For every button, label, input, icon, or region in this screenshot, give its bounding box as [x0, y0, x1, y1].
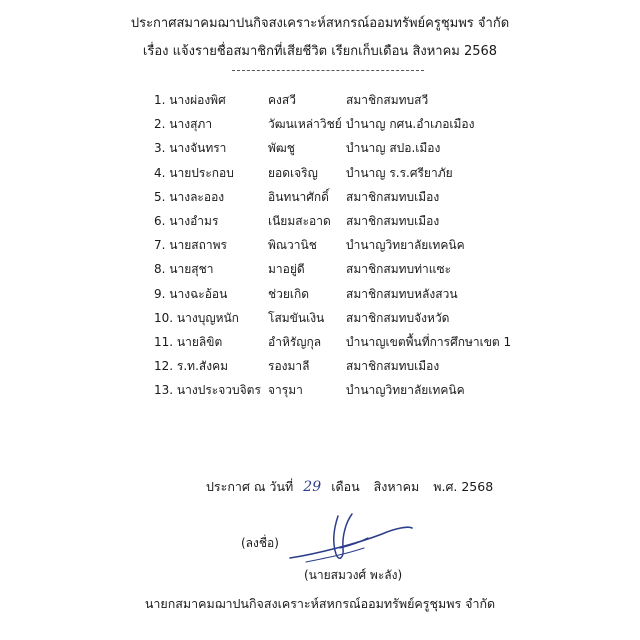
member-given-name: ร.ท.สังคม	[176, 359, 229, 374]
member-given-name: นางอำมร	[169, 213, 219, 228]
member-number: 10.	[154, 310, 174, 325]
member-number: 9.	[154, 286, 166, 301]
member-given-name: นางจันทรา	[169, 141, 227, 156]
member-last-name: รองมาลี	[268, 359, 310, 374]
handwritten-signature	[286, 508, 416, 572]
member-status: สมาชิกสมทบเมือง	[346, 189, 440, 204]
member-row	[0, 213, 640, 237]
member-first-name	[154, 382, 261, 398]
member-first-name	[154, 165, 234, 181]
member-first-name	[154, 92, 226, 108]
member-number: 13.	[154, 383, 174, 398]
announce-month: สิงหาคม	[373, 479, 420, 494]
member-first-name	[154, 310, 239, 326]
member-number: 3.	[154, 141, 166, 156]
member-number: 4.	[154, 165, 166, 180]
member-given-name: นางผ่องพิศ	[169, 93, 226, 107]
member-given-name: นายลิขิต	[176, 334, 223, 349]
member-number: 6.	[154, 213, 166, 228]
member-given-name: นายสถาพร	[169, 238, 227, 253]
member-status: สมาชิกสมทบสวี	[346, 93, 429, 107]
member-number: 12.	[154, 359, 174, 374]
member-given-name: นายประกอบ	[169, 165, 234, 180]
member-last-name: อินทนาศักดิ์	[268, 189, 329, 204]
member-first-name	[154, 261, 213, 277]
member-number: 1.	[154, 93, 166, 107]
member-status: บำนาญ สปอ.เมือง	[346, 141, 441, 156]
member-number: 11.	[154, 334, 174, 349]
member-last-name: ยอดเจริญ	[268, 165, 318, 180]
announce-year-label: พ.ศ.	[433, 479, 458, 494]
member-last-name: โสมขันเงิน	[268, 310, 325, 325]
member-status: บำนาญวิทยาลัยเทคนิค	[346, 383, 465, 398]
member-given-name: นางประจวบจิตร	[176, 383, 261, 398]
document-subject: เรื่อง แจ้งรายชื่อสมาชิกที่เสียชีวิต เรียกเก็บเดือน สิงหาคม 2568	[142, 44, 498, 59]
member-row	[0, 189, 640, 213]
member-status: บำนาญวิทยาลัยเทคนิค	[346, 238, 465, 253]
member-given-name: นางฉะอ้อน	[169, 286, 228, 301]
header-divider	[232, 70, 424, 71]
member-status: บำนาญเขตพื้นที่การศึกษาเขต 1	[346, 334, 512, 349]
member-row	[0, 286, 640, 310]
member-last-name: จารุมา	[268, 383, 303, 398]
member-last-name: พัฒชู	[268, 141, 295, 156]
member-number: 2.	[154, 117, 166, 132]
member-first-name	[154, 116, 212, 132]
member-row	[0, 261, 640, 285]
member-status: บำนาญ ร.ร.ศรียาภัย	[346, 165, 453, 180]
member-status: สมาชิกสมทบเมือง	[346, 213, 440, 228]
member-row	[0, 310, 640, 334]
document-header	[0, 14, 640, 62]
sign-label: (ลงชื่อ)	[241, 536, 279, 550]
member-first-name	[154, 334, 222, 350]
member-given-name: นายสุชา	[169, 262, 214, 277]
member-row	[0, 237, 640, 261]
member-status: สมาชิกสมทบจังหวัด	[346, 310, 450, 325]
member-status: สมาชิกสมทบท่าแซะ	[346, 262, 452, 277]
document-title: ประกาศสมาคมฌาปนกิจสงเคราะห์สหกรณ์ออมทรัพย์ครูชุมพร จำกัด	[130, 16, 510, 31]
member-first-name	[154, 140, 226, 156]
announcement-date-line	[206, 478, 493, 496]
member-last-name: อำหิรัญกุล	[268, 334, 322, 349]
member-first-name	[154, 358, 228, 374]
member-status: สมาชิกสมทบเมือง	[346, 359, 440, 374]
member-row	[0, 382, 640, 406]
signer-name: (นายสมวงศ์ พะลัง)	[304, 568, 403, 582]
announce-prefix: ประกาศ ณ วันที่	[206, 479, 294, 494]
member-row	[0, 140, 640, 164]
member-last-name: พิณวานิช	[268, 238, 317, 253]
member-status: สมาชิกสมทบหลังสวน	[346, 286, 458, 301]
announce-month-label: เดือน	[331, 479, 360, 494]
member-last-name: วัฒนเหล่าวิชย์	[268, 117, 342, 132]
member-first-name	[154, 189, 224, 205]
member-list	[0, 92, 640, 406]
signer-title: นายกสมาคมฌาปนกิจสงเคราะห์สหกรณ์ออมทรัพย์ครูชุมพร จำกัด	[144, 596, 496, 611]
member-given-name: นางบุญหนัก	[176, 310, 239, 325]
member-first-name	[154, 286, 227, 302]
member-first-name	[154, 213, 218, 229]
member-status: บำนาญ กศน.อำเภอเมือง	[346, 117, 475, 132]
member-number: 8.	[154, 262, 166, 277]
member-last-name: ช่วยเกิด	[268, 286, 310, 301]
member-row	[0, 116, 640, 140]
member-given-name: นางสุภา	[169, 117, 213, 132]
member-last-name: เนียมสะอาด	[268, 213, 331, 228]
member-given-name: นางละออง	[169, 189, 225, 204]
member-number: 7.	[154, 238, 166, 253]
announce-day: 29	[303, 479, 322, 495]
member-row	[0, 165, 640, 189]
member-number: 5.	[154, 189, 166, 204]
member-row	[0, 334, 640, 358]
member-last-name: มาอยู่ดี	[268, 262, 305, 277]
member-row	[0, 92, 640, 116]
member-first-name	[154, 237, 227, 253]
announce-year: 2568	[461, 479, 494, 494]
member-last-name: คงสวี	[268, 93, 296, 107]
member-row	[0, 358, 640, 382]
